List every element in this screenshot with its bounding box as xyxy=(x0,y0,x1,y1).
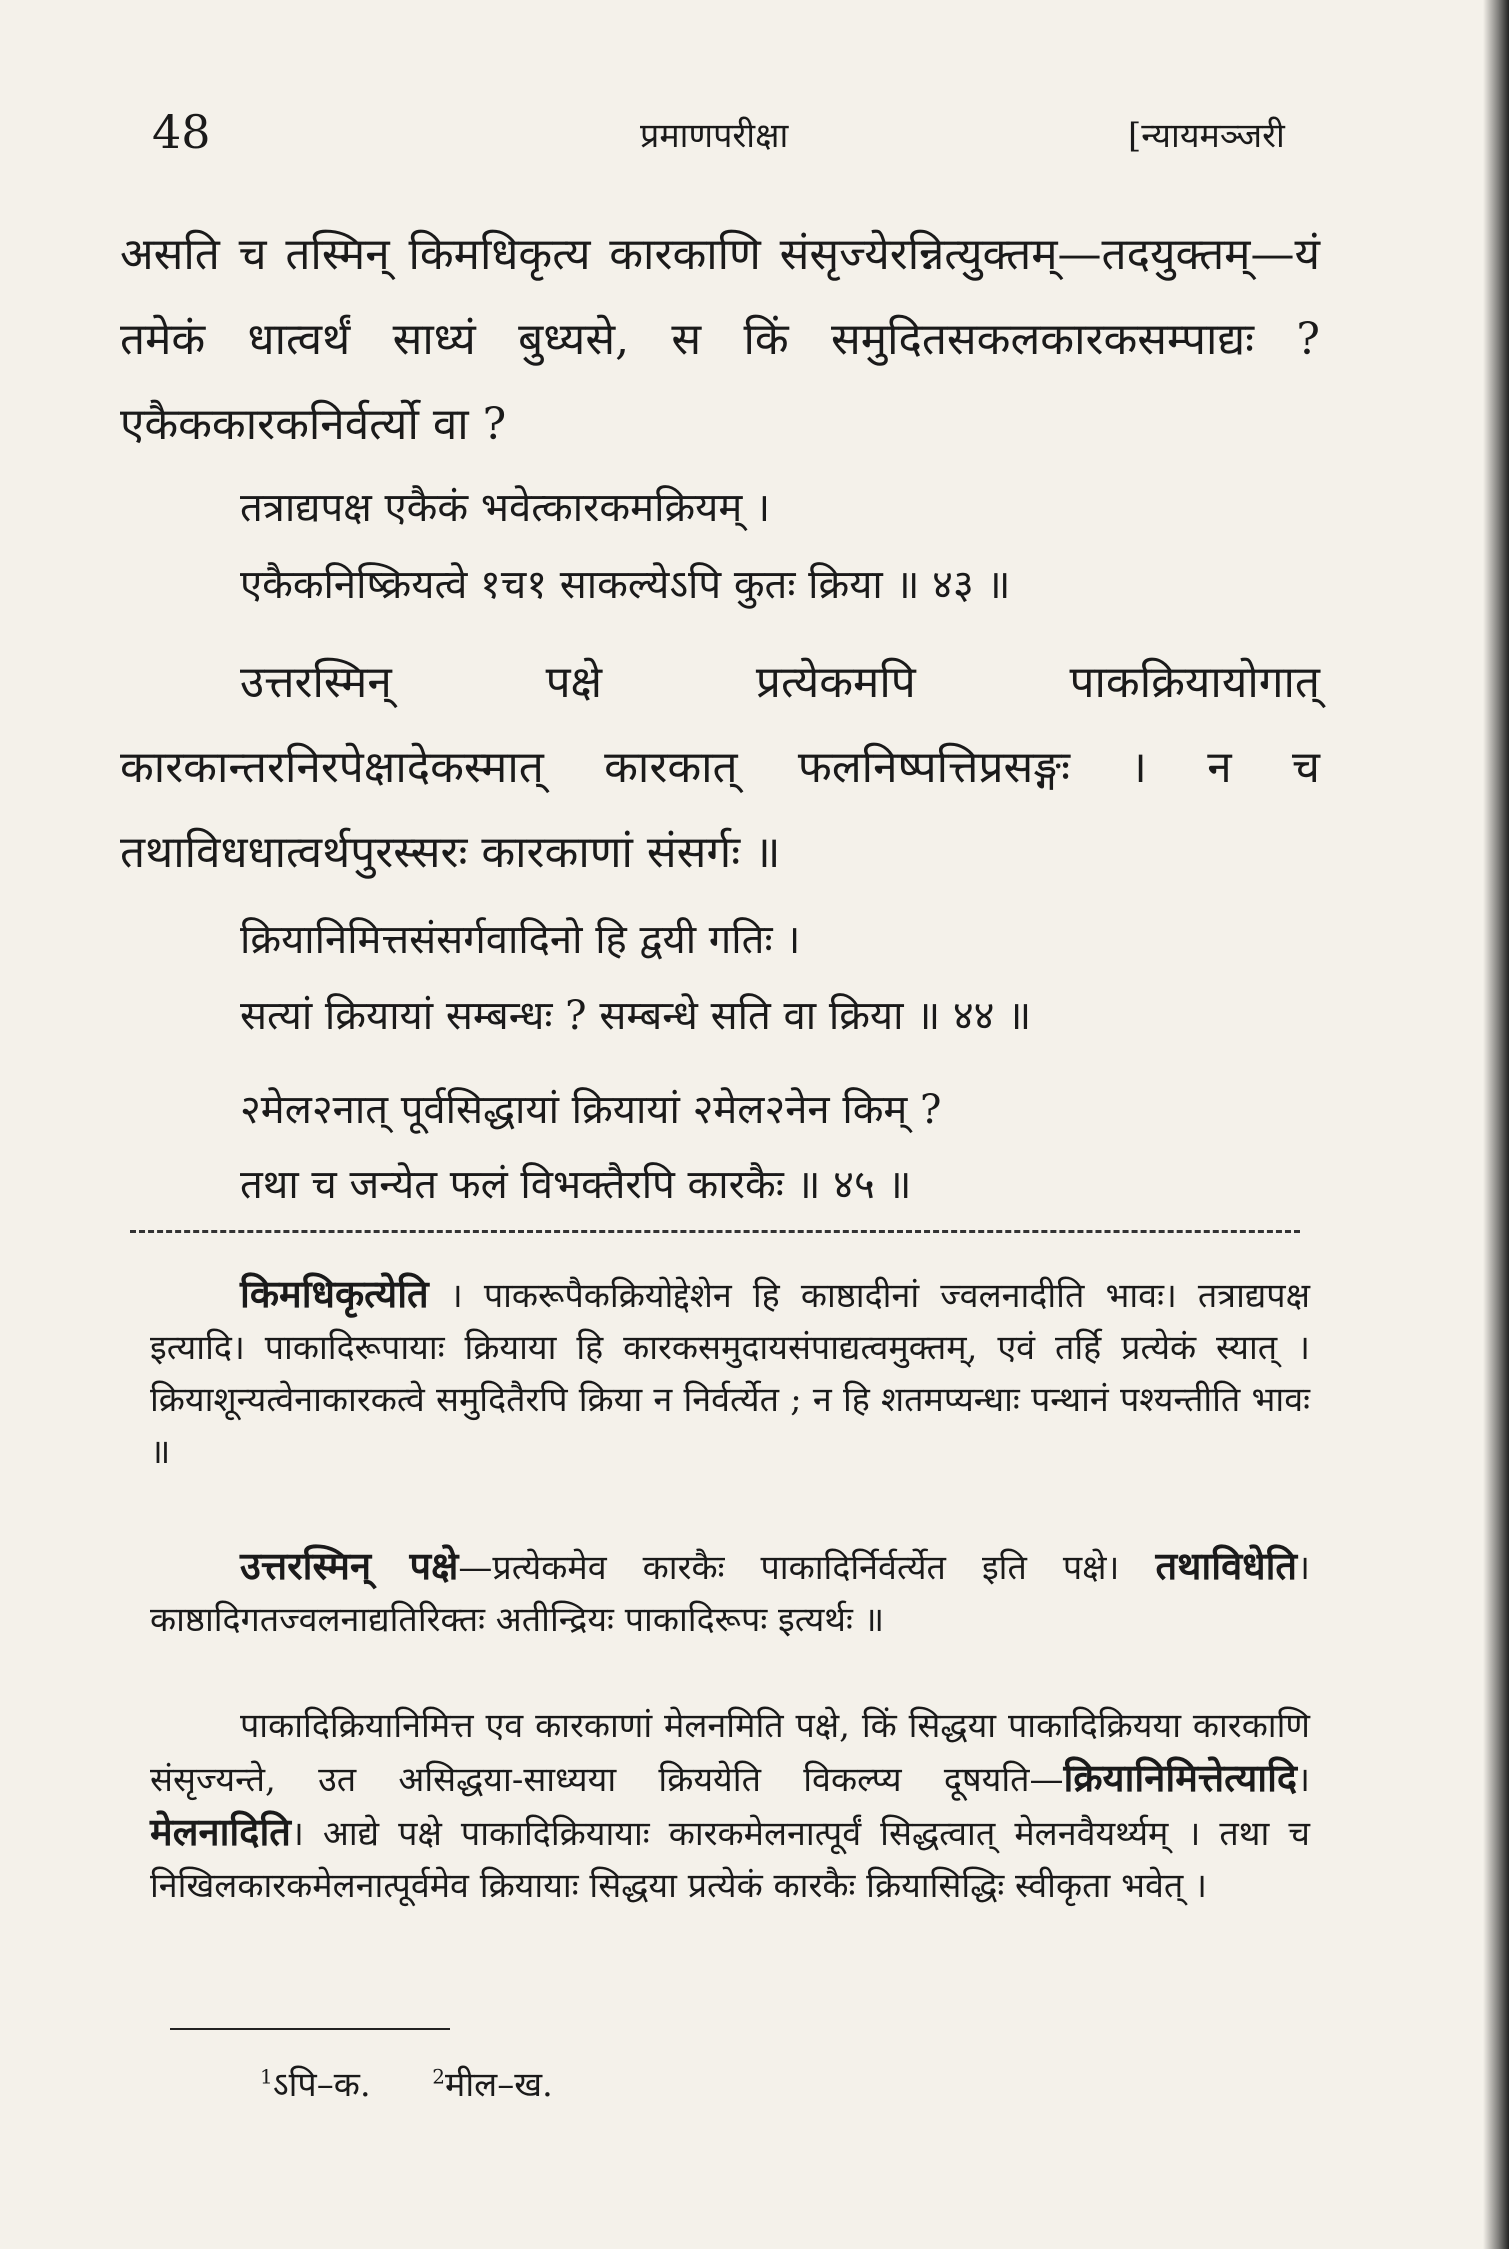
footnote-1: ऽपि–क. xyxy=(272,2065,371,2105)
verse-43-line-1: तत्राद्यपक्ष एकैकं भवेत्कारकमक्रियम् । xyxy=(240,485,771,531)
verse-44-line-1: क्रियानिमित्तसंसर्गवादिनो हि द्वयी गतिः । xyxy=(240,917,801,963)
commentary-text: । पाकरूपैकक्रियोद्देशेन हि काष्ठादीनां ज्वलनादीति भावः। तत्राद्यपक्ष इत्यादि। पाकादिरूपायाः क्रियाया हि कारकसमुदायसंपाद्यत्वमुक्तम्, एवं तर्हि प्रत्येकं स्यात् । क्रियाशून्यत्वेनाकारकत्वे समुदितैरपि क्रिया न निर्वर्त्येत ; न हि शतमप्यन्धाः पन्थानं पश्यन्तीति भावः ॥ xyxy=(150,1276,1310,1472)
commentary-text: । आद्ये पक्षे पाकादिक्रियायाः कारकमेलनात्पूर्वं सिद्धत्वात् मेलनवैयर्थ्यम् । तथा च निखिलकारकमेलनात्पूर्वमेव क्रियायाः सिद्धया प्रत्येकं कारकैः क्रियासिद्धिः स्वीकृता भवेत् । xyxy=(150,1814,1310,1906)
commentary-text: —प्रत्येकमेव कारकैः पाकादिर्निर्वर्त्येत इति पक्षे। xyxy=(458,1548,1120,1588)
main-paragraph-1: असति च तस्मिन् किमधिकृत्य कारकाणि संसृज्येरन्नित्युक्तम्—तदयुक्तम्—यं तमेकं धात्वर्थं साध्यं बुध्यसे, स किं समुदितसकलकारकसम्पाद्यः ? एकैककारकनिर्वर्त्यो वा ? xyxy=(120,229,1320,450)
commentary-paragraph-3 xyxy=(150,1700,1310,1912)
commentary-paragraph-2 xyxy=(150,1540,1310,1646)
footnote-mark-2: 2 xyxy=(432,2064,446,2089)
verse-45-line-2: तथा च जन्येत फलं विभक्तैरपि कारकैः ॥ ४५ ॥ xyxy=(240,1162,912,1208)
commentary-keyword: तथाविधेति xyxy=(1155,1543,1298,1588)
commentary-paragraph-1 xyxy=(150,1268,1310,1478)
main-paragraph-2: उत्तरस्मिन् पक्षे प्रत्येकमपि पाकक्रियायोगात् कारकान्तरनिरपेक्षादेकस्मात् कारकात् फलनिष्पत्तिप्रसङ्गः । न च तथाविधधात्वर्थपुरस्सरः कारकाणां संसर्गः ॥ xyxy=(120,657,1320,878)
footnote-rule xyxy=(170,2028,450,2030)
commentary-text: पाकादिक्रियानिमित्त एव कारकाणां मेलनमिति पक्षे, किं सिद्धया पाकादिक्रियया कारकाणि संसृज्यन्ते, उत असिद्धया-साध्यया क्रिययेति विकल्प्य दूषयति— xyxy=(150,1706,1310,1800)
footnotes xyxy=(260,2060,553,2106)
running-section: [न्यायमञ्जरी xyxy=(1128,116,1285,156)
footnote-2: मील–ख. xyxy=(445,2065,553,2105)
running-title: प्रमाणपरीक्षा xyxy=(640,116,789,156)
commentary-text: । काष्ठादिगतज्वलनाद्यतिरिक्तः अतीन्द्रियः पाकादिरूपः इत्यर्थः ॥ xyxy=(150,1548,1310,1640)
commentary-keyword: किमधिकृत्येति xyxy=(240,1271,429,1316)
footnote-mark-1: 1 xyxy=(260,2064,273,2089)
page-number: 48 xyxy=(152,105,211,159)
verse-44-line-2: सत्यां क्रियायां सम्बन्धः ? सम्बन्धे सति वा क्रिया ॥ ४४ ॥ xyxy=(240,993,1032,1039)
commentary-keyword: मेलनादिति xyxy=(150,1809,291,1854)
running-header xyxy=(0,105,1509,165)
commentary-keyword: क्रियानिमित्तेत्यादि xyxy=(1063,1755,1298,1800)
page-binding-edge xyxy=(1483,0,1509,2249)
commentary-text: । xyxy=(1297,1760,1310,1800)
commentary-divider xyxy=(130,1230,1300,1233)
commentary-keyword: उत्तरस्मिन् पक्षे xyxy=(240,1543,459,1588)
verse-43-line-2: एकैकनिष्क्रियत्वे १च१ साकल्येऽपि कुतः क्रिया ॥ ४३ ॥ xyxy=(240,562,1011,608)
verse-45-line-1: २मेल२नात् पूर्वसिद्धायां क्रियायां २मेल२नेन किम् ? xyxy=(240,1087,942,1133)
